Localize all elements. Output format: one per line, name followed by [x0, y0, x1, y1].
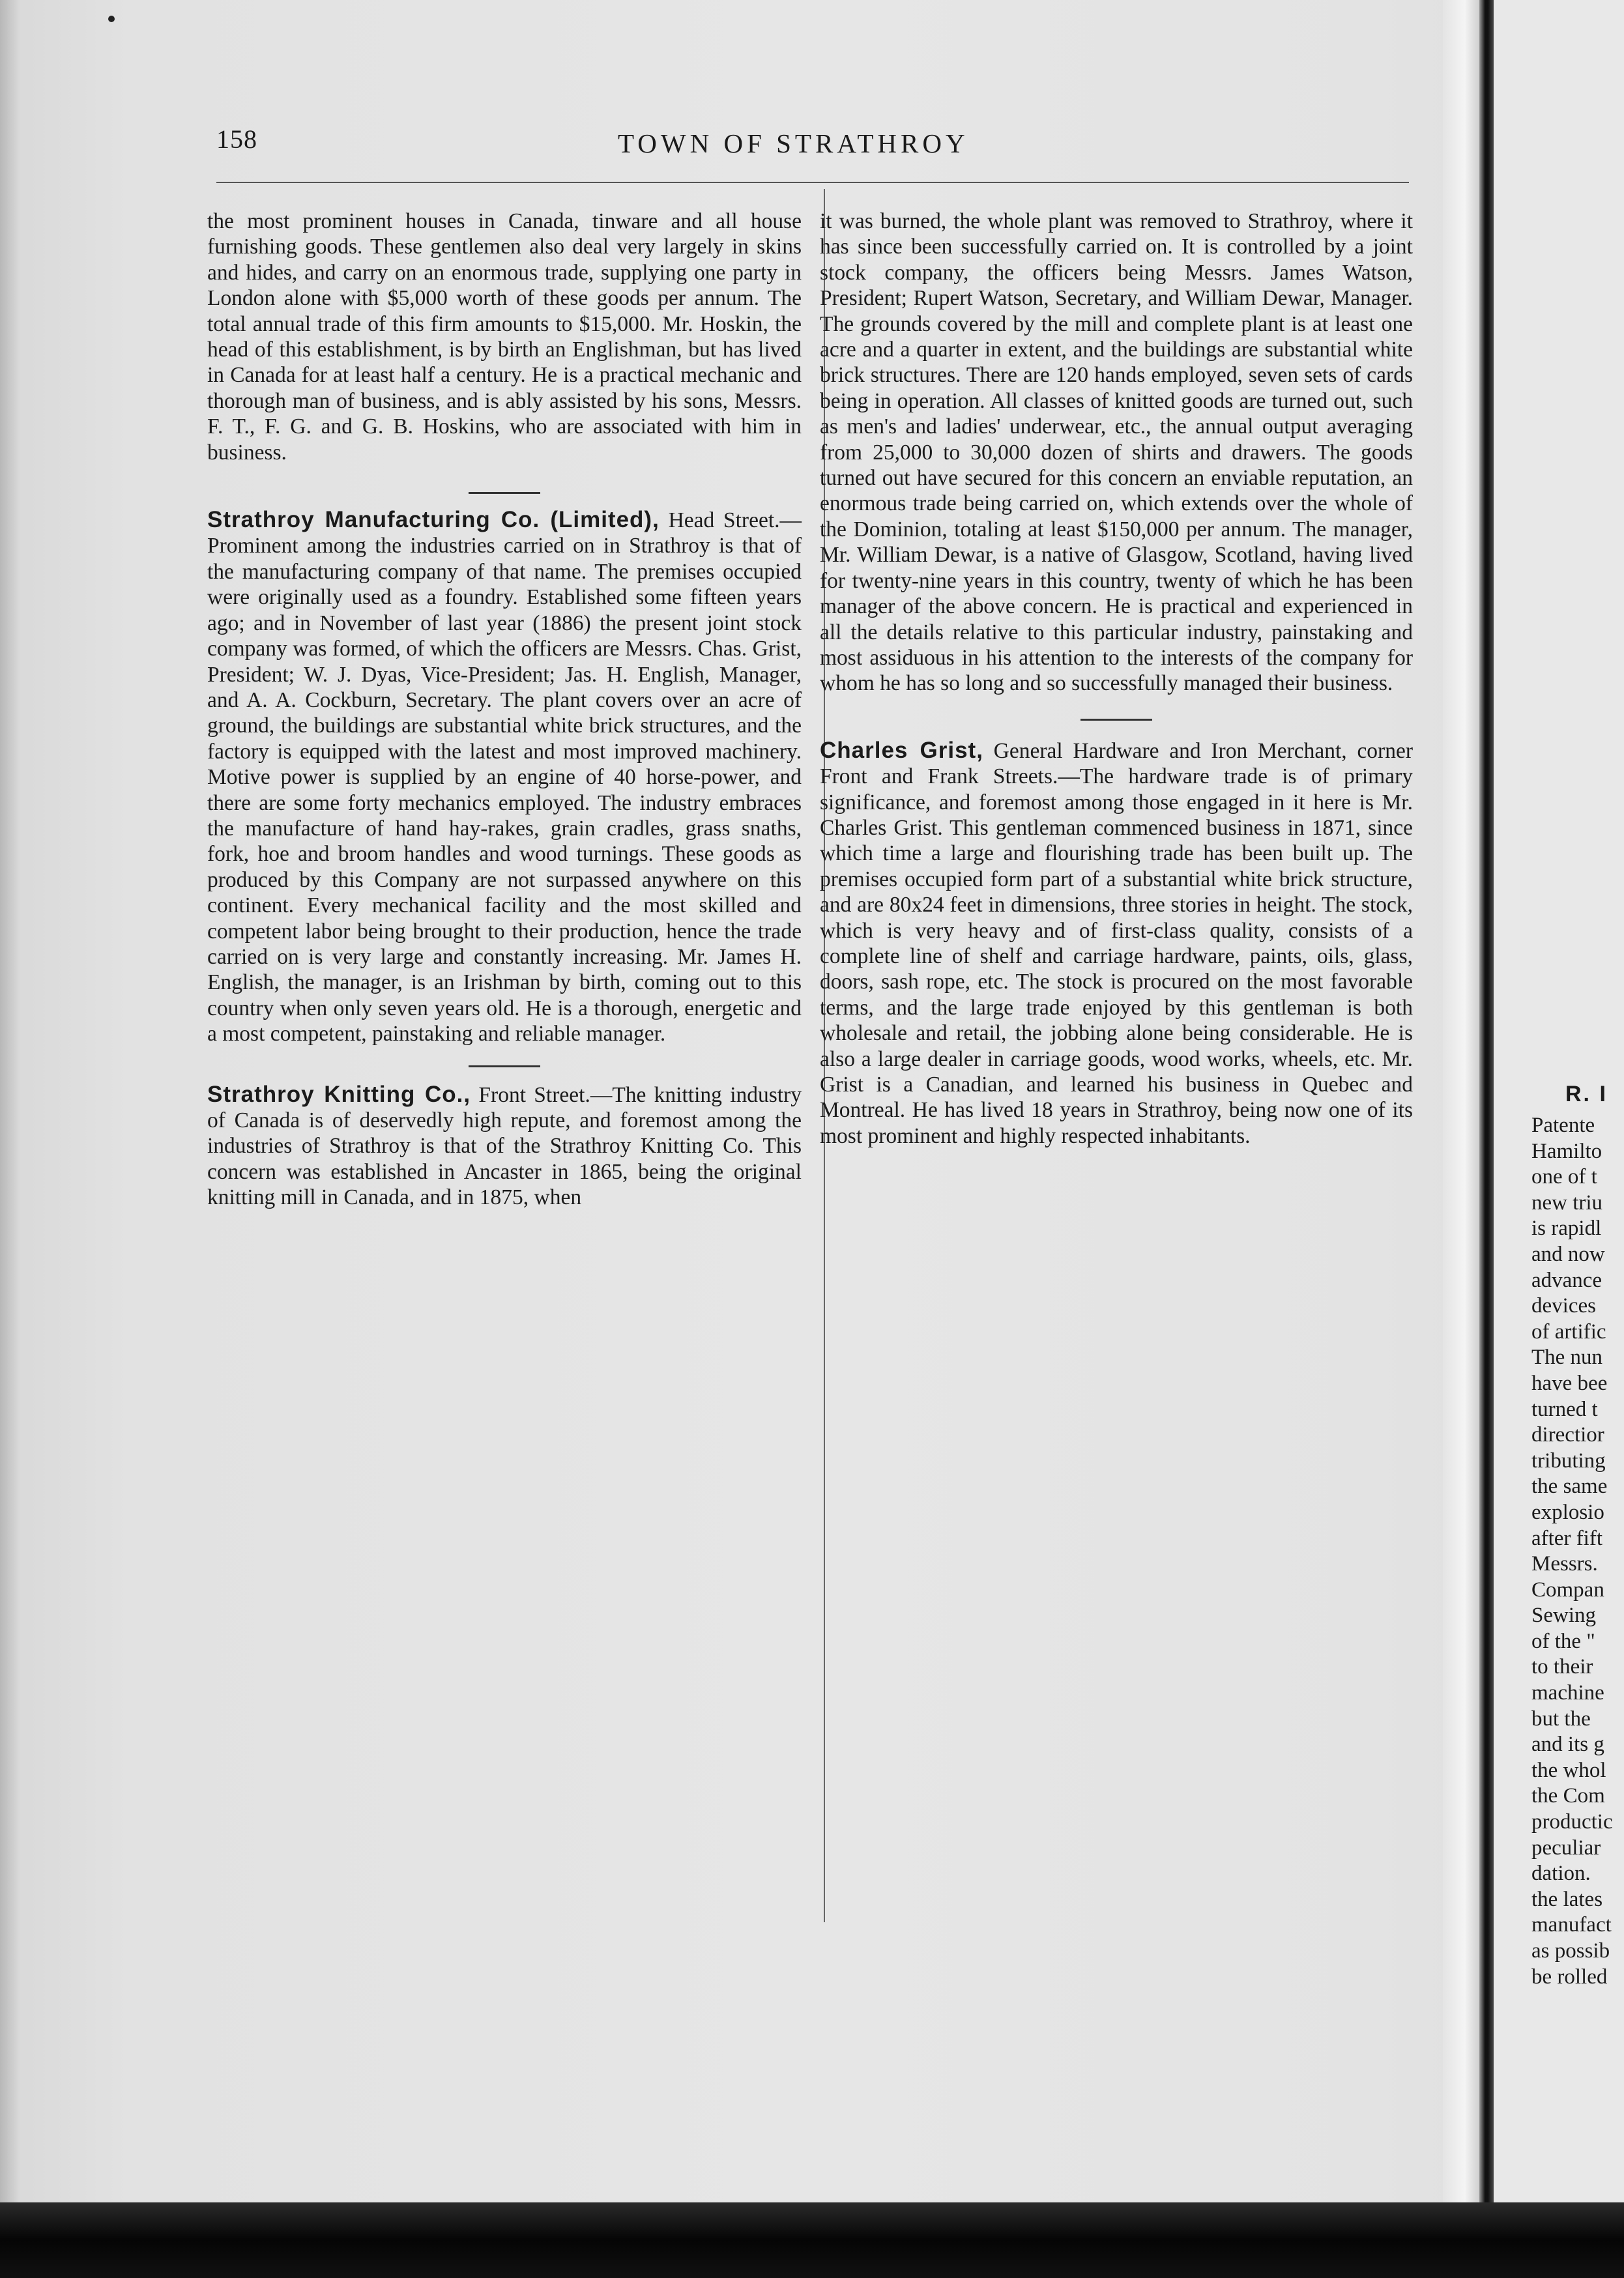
facing-page-line: machine	[1531, 1681, 1604, 1705]
right-column	[820, 209, 1413, 1149]
section-separator	[1080, 719, 1152, 721]
facing-page-line: after fift	[1531, 1526, 1603, 1550]
book-gutter	[1479, 0, 1494, 2202]
knitting-continuation-paragraph: it was burned, the whole plant was removed to Strathroy, where it has since been successfully carried on. It is controlled by a joint stock company, the officers being Messrs. James Watson, President; Rupert Watson, Secretary, and William Dewar, Manager. The grounds covered by the mill and complete plant is at least one acre and a quarter in extent, and the buildings are substantial white brick structures. There are 120 hands employed, seven sets of cards being in operation. All classes of knitted goods are turned out, such as men's and ladies' underwear, etc., the annual output averaging from 25,000 to 30,000 dozen of shirts and drawers. The goods turned out have secured for this concern an enviable reputation, an enormous trade being carried on, which extends over the whole of the Dominion, totaling at least $150,000 per annum. The manager, Mr. William Dewar, is a native of Glasgow, Scotland, having lived for twenty-nine years in this country, twenty of which he has been manager of the above concern. He is practical and experienced in all the details relative to this particular industry, painstaking and most assiduous in his attention to the interests of the company for whom he has so long and so successfully managed their business.	[820, 209, 1413, 696]
facing-page-line: The nun	[1531, 1346, 1603, 1370]
page-number: 158	[216, 124, 257, 154]
facing-page-line: tributing	[1531, 1449, 1606, 1473]
facing-page-line: but the	[1531, 1707, 1591, 1731]
section-separator	[469, 492, 540, 494]
entry-title-grist: Charles Grist,	[820, 737, 983, 763]
facing-page-line: manufact	[1531, 1913, 1612, 1937]
facing-page-line: turned t	[1531, 1397, 1598, 1421]
facing-page-line: as possib	[1531, 1939, 1610, 1963]
facing-page-line: advance	[1531, 1268, 1602, 1292]
header-rule	[216, 182, 1409, 183]
facing-page-line: Hamilto	[1531, 1139, 1602, 1163]
entry-body-manufacturing: Head Street.—Prominent among the industries carried on in Strathroy is that of the manufacturing company of that name. The premises occupied were originally used as a foundry. Established some fifteen years ago; and in November of last year (1886) the present joint stock company was formed, of which the officers are Messrs. Chas. Grist, President; W. J. Dyas, Vice-President; Jas. H. English, Manager, and A. A. Cockburn, Secretary. The plant covers over an acre of ground, the buildings are substantial white brick structures, and the factory is equipped with the latest and most improved machinery. Motive power is supplied by an engine of 40 horse-power, and there are some forty mechanics employed. The industry embraces the manufacture of hand hay-rakes, grain cradles, grass snaths, fork, hoe and broom handles and wood turnings. These goods as produced by this Company are not surpassed anywhere on this continent. Every mechanical facility and the most skilled and competent labor being brought to their production, hence the trade carried on is very large and constantly increasing. Mr. James H. English, the manager, is an Irishman by birth, coming out to this country when only seven years old. He is a thorough, energetic and a most competent, painstaking and reliable manager.	[207, 508, 802, 1046]
facing-page-heading: R. I	[1565, 1082, 1608, 1106]
facing-page-line: productic	[1531, 1810, 1613, 1834]
facing-page-line: Patente	[1531, 1114, 1595, 1137]
binding-shadow	[0, 0, 20, 2202]
entry-body-grist: General Hardware and Iron Merchant, corner Front and Frank Streets.—The hardware trade is of primary significance, and foremost among those engaged in it here is Mr. Charles Grist. This gentleman commenced business in 1871, since which time a large and flourishing trade has been built up. The premises occupied form part of a substantial white brick structure, and are 80x24 feet in dimensions, three stories in height. The stock, which is very heavy and of first-class quality, consists of a complete line of shelf and carriage hardware, paints, oils, glass, doors, sash rope, etc. The stock is procured on the most favorable terms, and the large trade enjoyed by this gentleman is both wholesale and retail, the jobbing alone being considerable. He is also a large dealer in carriage goods, wood works, wheels, etc. Mr. Grist is a Canadian, and learned his business in Quebec and Montreal. He has lived 18 years in Strathroy, being now one of its most prominent and highly respected inhabitants.	[820, 738, 1413, 1148]
facing-page-text	[1531, 1113, 1613, 1990]
facing-page-line: and its g	[1531, 1733, 1604, 1757]
hoskin-continuation-paragraph: the most prominent houses in Canada, tinware and all house furnishing goods. These gentlemen also deal very largely in skins and hides, and carry on an enormous trade, supplying one party in London alone with $5,000 worth of these goods per annum. The total annual trade of this firm amounts to $15,000. Mr. Hoskin, the head of this establishment, is by birth an Englishman, but has lived in Canada for at least half a century. He is a practical mechanic and thorough man of business, and is ably assisted by his sons, Messrs. F. T., F. G. and G. B. Hoskins, who are associated with him in business.	[207, 209, 802, 465]
grist-entry	[820, 738, 1413, 1149]
section-separator	[469, 1065, 540, 1067]
entry-title-manufacturing: Strathroy Manufacturing Co. (Limited),	[207, 507, 660, 533]
facing-page-line: dation.	[1531, 1862, 1591, 1886]
ink-speck	[108, 16, 115, 22]
facing-page-line: the whol	[1531, 1758, 1606, 1782]
facing-page-line: the same	[1531, 1475, 1608, 1499]
knitting-entry	[207, 1082, 802, 1211]
facing-page-line: one of t	[1531, 1165, 1597, 1189]
facing-page-line: is rapidl	[1531, 1217, 1602, 1241]
facing-page-line: Messrs.	[1531, 1552, 1598, 1576]
facing-page	[1494, 0, 1624, 2202]
facing-page-line: peculiar	[1531, 1836, 1601, 1860]
left-column	[207, 209, 802, 1211]
scan-bottom-edge	[0, 2202, 1624, 2278]
facing-page-line: be rolled	[1531, 1965, 1608, 1989]
facing-page-line: the Com	[1531, 1784, 1605, 1808]
facing-page-line: of the "	[1531, 1629, 1595, 1653]
facing-page-line: the lates	[1531, 1887, 1603, 1911]
facing-page-line: explosio	[1531, 1500, 1604, 1524]
page-edge	[1443, 0, 1479, 2202]
facing-page-line: Sewing	[1531, 1604, 1596, 1628]
entry-body-knitting: Front Street.—The knitting industry of Canada is of deservedly high repute, and foremost among the industries of Strathroy is that of the Strathroy Knitting Co. This concern was established in Ancaster in 1865, being the original knitting mill in Canada, and in 1875, when	[207, 1082, 802, 1210]
facing-page-line: of artific	[1531, 1319, 1606, 1344]
facing-page-line: Compan	[1531, 1578, 1604, 1602]
facing-page-line: to their	[1531, 1655, 1593, 1679]
facing-page-line: devices	[1531, 1294, 1596, 1318]
entry-title-knitting: Strathroy Knitting Co.,	[207, 1081, 471, 1107]
facing-page-line: directior	[1531, 1423, 1604, 1447]
manufacturing-entry	[207, 507, 802, 1047]
facing-page-line: new triu	[1531, 1190, 1603, 1215]
facing-page-line: and now	[1531, 1242, 1605, 1266]
running-head: TOWN OF STRATHROY	[618, 128, 969, 158]
facing-page-line: have bee	[1531, 1371, 1608, 1395]
